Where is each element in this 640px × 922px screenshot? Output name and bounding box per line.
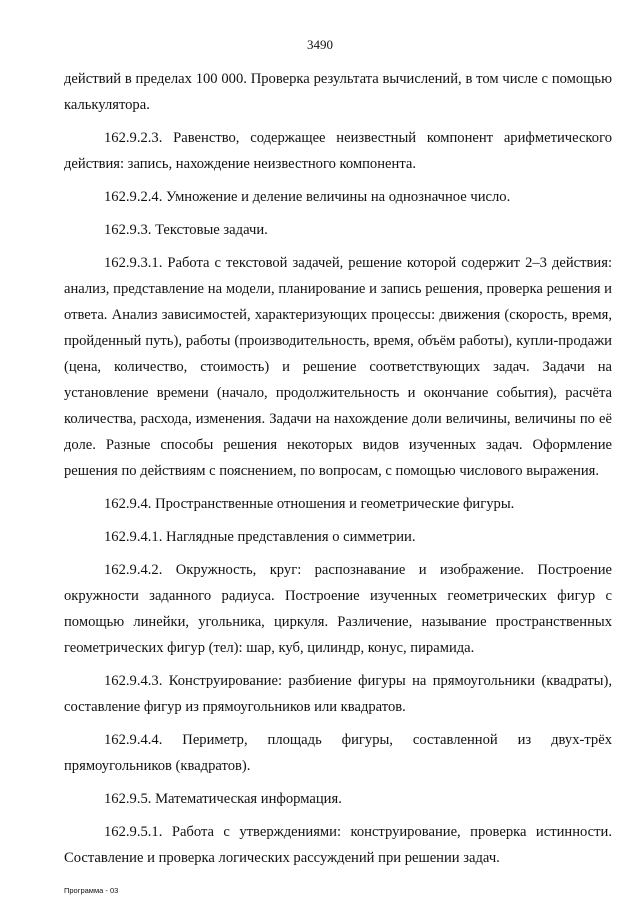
paragraph-162-9-4: 162.9.4. Пространственные отношения и геометрические фигуры. [104,496,515,512]
paragraph-162-9-5-1: 162.9.5.1. Работа с утверждениями: конструирование, проверка истинности. Составление и проверка логических рассуждений при решении задач. [64,824,612,866]
page-number: 3490 [307,37,333,52]
paragraph-162-9-2-4: 162.9.2.4. Умножение и деление величины на однозначное число. [104,189,511,205]
paragraph-162-9-3-1: 162.9.3.1. Работа с текстовой задачей, решение которой содержит 2–3 действия: анализ, представление на модели, планирование и запись решения, проверка решения и ответа. Анализ зависимостей, характеризующих процессы: движения (скорость, время, пройденный путь), работы (производительность, время, объём работы), купли-продажи (цена, количество, стоимость) и решение соответствующих задач. Задачи на установление времени (начало, продолжительность и окончание события), расчёта количества, расхода, изменения. Задачи на нахождение доли величины, величины по её доле. Разные способы решения некоторых видов изученных задач. Оформление решения по действиям с пояснением, по вопросам, с помощью числового выражения. [64,255,612,479]
paragraph-162-9-4-3: 162.9.4.3. Конструирование: разбиение фигуры на прямоугольники (квадраты), составление фигур из прямоугольников или квадратов. [64,673,612,715]
paragraph-continuation: действий в пределах 100 000. Проверка результата вычислений, в том числе с помощью калькулятора. [64,71,612,113]
paragraph-162-9-2-3: 162.9.2.3. Равенство, содержащее неизвестный компонент арифметического действия: запись, нахождение неизвестного компонента. [64,130,612,172]
paragraph-162-9-3: 162.9.3. Текстовые задачи. [104,222,268,238]
footer-label: Программа - 03 [64,886,119,895]
paragraph-162-9-4-2: 162.9.4.2. Окружность, круг: распознавание и изображение. Построение окружности заданного радиуса. Построение изученных геометрических фигур с помощью линейки, угольника, циркуля. Различение, называние пространственных геометрических фигур (тел): шар, куб, цилиндр, конус, пирамида. [64,562,612,656]
paragraph-162-9-5: 162.9.5. Математическая информация. [104,791,342,807]
document-body [64,66,612,878]
paragraph-162-9-4-4: 162.9.4.4. Периметр, площадь фигуры, составленной из двух-трёх прямоугольников (квадратов). [64,732,612,774]
paragraph-162-9-4-1: 162.9.4.1. Наглядные представления о симметрии. [104,529,416,545]
